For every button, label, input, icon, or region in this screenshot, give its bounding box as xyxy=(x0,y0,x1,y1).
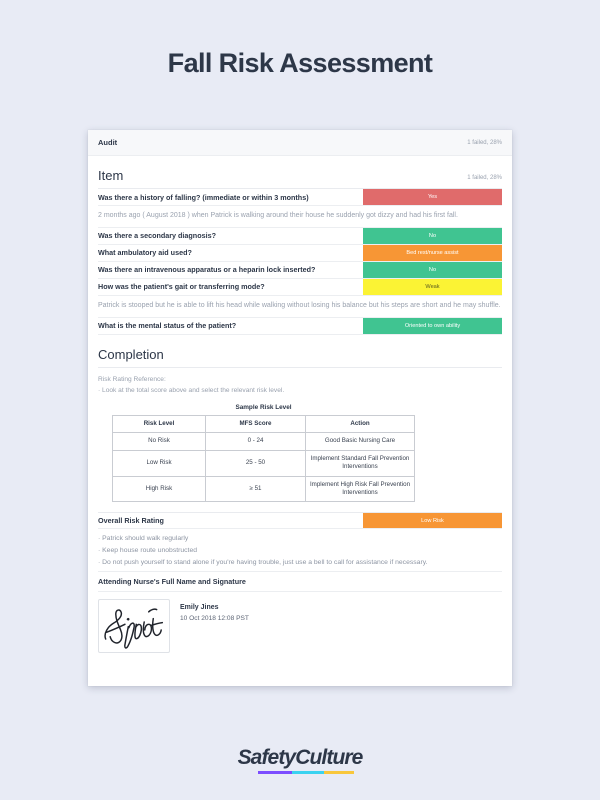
risk-table-caption: Sample Risk Level xyxy=(235,404,292,412)
footer xyxy=(0,746,600,774)
logo-underline-purple xyxy=(258,771,292,774)
page-title: Fall Risk Assessment xyxy=(167,48,433,78)
overall-risk-label: Overall Risk Rating xyxy=(98,516,164,526)
logo-text-culture: Culture xyxy=(295,746,363,769)
list-item: · Do not push yourself to stand alone if you're having trouble, just use a bell to call for assistance if necessary. xyxy=(98,558,428,566)
logo-underline-icon xyxy=(258,771,354,774)
table-row xyxy=(113,433,415,450)
logo-underline-cyan xyxy=(292,771,324,774)
answer-badge[interactable]: No xyxy=(363,228,502,244)
item-heading: Item xyxy=(98,168,124,183)
column-header-risk-level: Risk Level xyxy=(113,416,206,433)
overall-risk-badge[interactable]: Low Risk xyxy=(363,513,502,528)
audit-label: Audit xyxy=(98,138,118,147)
signer-timestamp: 10 Oct 2018 12:08 PST xyxy=(180,614,249,622)
signer-name: Emily Jines xyxy=(180,604,219,612)
answer-badge[interactable]: Oriented to own ability xyxy=(363,318,502,334)
reference-label: Risk Rating Reference: xyxy=(98,375,166,383)
question-label: Was there a secondary diagnosis? xyxy=(98,231,216,241)
overall-risk-rating-row[interactable] xyxy=(98,512,502,529)
risk-table-wrapper xyxy=(98,398,502,512)
question-label: Was there a history of falling? (immediate or within 3 months) xyxy=(98,192,309,202)
audit-header-bar xyxy=(88,130,512,156)
answer-badge[interactable]: Yes xyxy=(363,189,502,205)
question-note: Patrick is stooped but he is able to lift his head while walking without losing his balance but his steps are short and he may shuffle. xyxy=(98,296,502,318)
cell-risk-level: Low Risk xyxy=(113,450,206,476)
signature-section-label: Attending Nurse's Full Name and Signature xyxy=(98,572,502,592)
completion-heading: Completion xyxy=(98,335,502,368)
card-body xyxy=(88,156,512,663)
sample-risk-level-table xyxy=(112,415,415,502)
audit-score-meta: 1 failed, 28% xyxy=(467,139,502,146)
question-row[interactable] xyxy=(98,228,502,245)
cell-action: Implement Standard Fall Prevention Interventions xyxy=(306,450,415,476)
question-label: How was the patient's gait or transferring mode? xyxy=(98,282,265,292)
column-header-mfs-score: MFS Score xyxy=(206,416,306,433)
list-item: · Keep house route unobstructed xyxy=(98,546,197,554)
cell-mfs-score: 0 - 24 xyxy=(206,433,306,450)
question-row[interactable] xyxy=(98,262,502,279)
risk-rating-reference xyxy=(98,368,502,398)
column-header-action: Action xyxy=(306,416,415,433)
list-item: · Patrick should walk regularly xyxy=(98,535,189,543)
item-score-meta: 1 failed, 28% xyxy=(467,175,502,181)
cell-mfs-score: 25 - 50 xyxy=(206,450,306,476)
answer-badge[interactable]: Weak xyxy=(363,279,502,295)
logo-underline-yellow xyxy=(324,771,354,774)
question-label: What ambulatory aid used? xyxy=(98,248,192,258)
question-row[interactable] xyxy=(98,279,502,296)
table-header-row xyxy=(113,416,415,433)
signature-meta xyxy=(180,599,249,624)
cell-action: Good Basic Nursing Care xyxy=(306,433,415,450)
table-row xyxy=(113,450,415,476)
cell-risk-level: No Risk xyxy=(113,433,206,450)
cell-action: Implement High Risk Fall Prevention Interventions xyxy=(306,476,415,502)
signature-area xyxy=(98,592,502,663)
table-row xyxy=(113,476,415,502)
item-section-header xyxy=(98,156,502,189)
question-label: What is the mental status of the patient? xyxy=(98,321,237,331)
question-row[interactable] xyxy=(98,189,502,206)
cell-risk-level: High Risk xyxy=(113,476,206,502)
signature-image-box xyxy=(98,599,170,653)
question-row[interactable] xyxy=(98,318,502,335)
signature-icon xyxy=(100,601,168,651)
reference-line: · Look at the total score above and select the relevant risk level. xyxy=(98,386,285,394)
question-label: Was there an intravenous apparatus or a heparin lock inserted? xyxy=(98,265,316,275)
report-card xyxy=(88,130,512,686)
recommendation-list xyxy=(98,529,502,572)
safetyculture-logo xyxy=(238,746,363,770)
question-row[interactable] xyxy=(98,245,502,262)
logo-text-safety: Safety xyxy=(237,746,296,769)
answer-badge[interactable]: No xyxy=(363,262,502,278)
question-note: 2 months ago ( August 2018 ) when Patrick is walking around their house he suddenly got dizzy and had his first fall. xyxy=(98,206,502,228)
cell-mfs-score: ≥ 51 xyxy=(206,476,306,502)
answer-badge[interactable]: Bed rest/nurse assist xyxy=(363,245,502,261)
